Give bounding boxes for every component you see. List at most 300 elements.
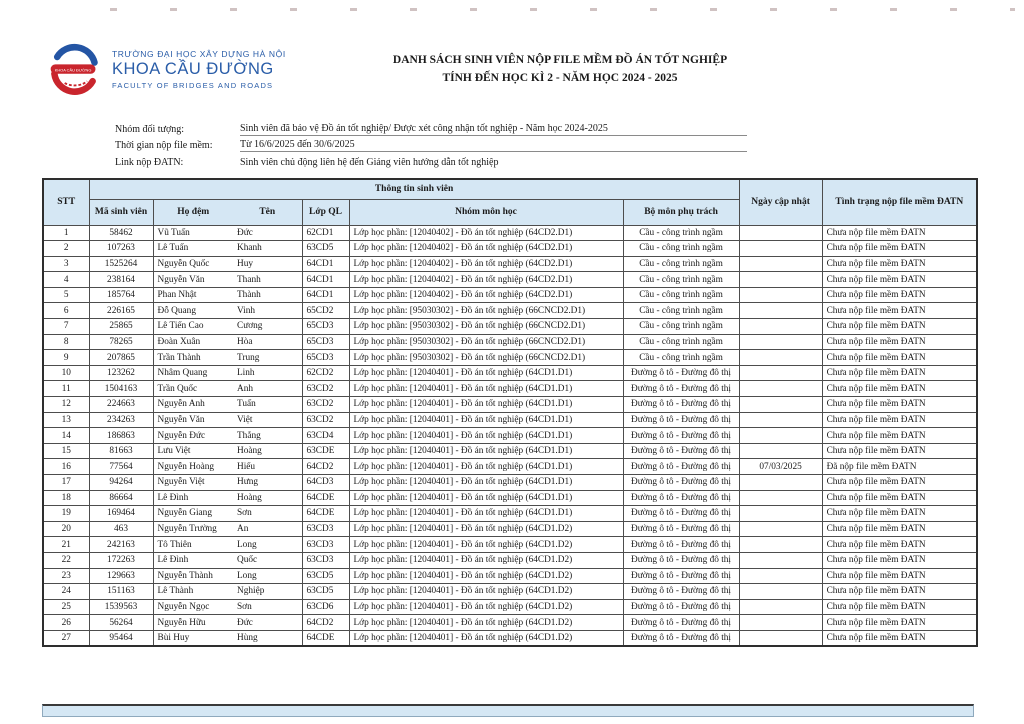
cell-bo-mon-phu-trach: Đường ô tô - Đường đô thị (623, 443, 739, 459)
cell-nhom-mon-hoc: Lớp học phần: [12040401] - Đồ án tốt nghiệp (64CD1.D2) (349, 599, 623, 615)
cell-tinh-trang-nop: Chưa nộp file mềm ĐATN (822, 537, 977, 553)
cell-ngay-cap-nhat (739, 568, 822, 584)
table-row (43, 397, 977, 413)
cell-bo-mon-phu-trach: Đường ô tô - Đường đô thị (623, 599, 739, 615)
cell-ngay-cap-nhat (739, 319, 822, 335)
cell-bo-mon-phu-trach: Đường ô tô - Đường đô thị (623, 537, 739, 553)
cell-ten: Thắng (233, 428, 302, 444)
table-row (43, 615, 977, 631)
cell-bo-mon-phu-trach: Đường ô tô - Đường đô thị (623, 521, 739, 537)
cell-ho-dem: Lưu Việt (153, 443, 233, 459)
cell-ngay-cap-nhat (739, 506, 822, 522)
faculty-name-english: FACULTY OF BRIDGES AND ROADS (112, 80, 274, 90)
cell-ma-sinh-vien: 86664 (89, 490, 153, 506)
cell-ngay-cap-nhat (739, 615, 822, 631)
cell-ho-dem: Lê Tuấn (153, 241, 233, 257)
cell-ten: Hoàng (233, 490, 302, 506)
cell-stt: 15 (43, 443, 89, 459)
cell-stt: 7 (43, 319, 89, 335)
cell-ma-sinh-vien: 129663 (89, 568, 153, 584)
cell-tinh-trang-nop: Chưa nộp file mềm ĐATN (822, 319, 977, 335)
cell-lop-ql: 64CD3 (302, 475, 349, 491)
header-tinh-trang: Tình trạng nộp file mềm ĐATN (822, 179, 977, 225)
cell-nhom-mon-hoc: Lớp học phần: [12040401] - Đồ án tốt nghiệp (64CD1.D2) (349, 537, 623, 553)
cell-ho-dem: Nguyễn Văn (153, 412, 233, 428)
cell-ten: Trung (233, 350, 302, 366)
table-row (43, 225, 977, 241)
cell-tinh-trang-nop: Chưa nộp file mềm ĐATN (822, 521, 977, 537)
cell-ma-sinh-vien: 186863 (89, 428, 153, 444)
cell-lop-ql: 63CD3 (302, 537, 349, 553)
university-name: TRƯỜNG ĐẠI HỌC XÂY DỰNG HÀ NỘI (112, 49, 286, 60)
cell-lop-ql: 62CD2 (302, 365, 349, 381)
cell-stt: 17 (43, 475, 89, 491)
cell-stt: 25 (43, 599, 89, 615)
cell-ten: Hùng (233, 630, 302, 646)
cell-ho-dem: Nguyễn Việt (153, 475, 233, 491)
cell-lop-ql: 63CD5 (302, 241, 349, 257)
cell-ngay-cap-nhat (739, 521, 822, 537)
table-row (43, 350, 977, 366)
cell-bo-mon-phu-trach: Cầu - công trình ngầm (623, 334, 739, 350)
page-top-artifacts (110, 8, 1015, 11)
cell-ngay-cap-nhat (739, 350, 822, 366)
cell-bo-mon-phu-trach: Cầu - công trình ngầm (623, 225, 739, 241)
cell-tinh-trang-nop: Chưa nộp file mềm ĐATN (822, 397, 977, 413)
cell-bo-mon-phu-trach: Cầu - công trình ngầm (623, 350, 739, 366)
cell-nhom-mon-hoc: Lớp học phần: [95030302] - Đồ án tốt nghiệp (66CNCD2.D1) (349, 303, 623, 319)
table-row (43, 272, 977, 288)
cell-nhom-mon-hoc: Lớp học phần: [95030302] - Đồ án tốt nghiệp (66CNCD2.D1) (349, 334, 623, 350)
cell-ma-sinh-vien: 1525264 (89, 256, 153, 272)
cell-ma-sinh-vien: 95464 (89, 630, 153, 646)
cell-nhom-mon-hoc: Lớp học phần: [12040402] - Đồ án tốt nghiệp (64CD2.D1) (349, 256, 623, 272)
table-row (43, 490, 977, 506)
header-thong-tin-sinh-vien: Thông tin sinh viên (89, 179, 739, 199)
cell-ten: Sơn (233, 599, 302, 615)
cell-bo-mon-phu-trach: Cầu - công trình ngầm (623, 256, 739, 272)
cell-lop-ql: 64CD1 (302, 256, 349, 272)
cell-tinh-trang-nop: Chưa nộp file mềm ĐATN (822, 272, 977, 288)
cell-lop-ql: 64CD2 (302, 459, 349, 475)
cell-ma-sinh-vien: 81663 (89, 443, 153, 459)
cell-ten: Long (233, 537, 302, 553)
cell-tinh-trang-nop: Chưa nộp file mềm ĐATN (822, 334, 977, 350)
cell-lop-ql: 65CD3 (302, 319, 349, 335)
table-body (43, 225, 977, 646)
cell-stt: 13 (43, 412, 89, 428)
cell-stt: 27 (43, 630, 89, 646)
cell-ten: Cương (233, 319, 302, 335)
cell-ma-sinh-vien: 238164 (89, 272, 153, 288)
cell-lop-ql: 63CD5 (302, 568, 349, 584)
cell-ho-dem: Nguyễn Đức (153, 428, 233, 444)
info-value: Từ 16/6/2025 đến 30/6/2025 (240, 139, 747, 152)
header-lop-ql: Lớp QL (302, 199, 349, 225)
table-row (43, 365, 977, 381)
cell-lop-ql: 63CD5 (302, 584, 349, 600)
faculty-name: KHOA CẦU ĐƯỜNG (112, 60, 274, 79)
header-ma-sinh-vien: Mã sinh viên (89, 199, 153, 225)
cell-bo-mon-phu-trach: Cầu - công trình ngầm (623, 319, 739, 335)
svg-text:KHOA CẦU ĐƯỜNG: KHOA CẦU ĐƯỜNG (54, 67, 92, 73)
header-stt: STT (43, 179, 89, 225)
cell-stt: 18 (43, 490, 89, 506)
cell-nhom-mon-hoc: Lớp học phần: [12040401] - Đồ án tốt nghiệp (64CD1.D2) (349, 630, 623, 646)
cell-bo-mon-phu-trach: Đường ô tô - Đường đô thị (623, 397, 739, 413)
cell-stt: 26 (43, 615, 89, 631)
cell-ma-sinh-vien: 94264 (89, 475, 153, 491)
cell-ho-dem: Nguyễn Thành (153, 568, 233, 584)
cell-nhom-mon-hoc: Lớp học phần: [12040402] - Đồ án tốt nghiệp (64CD2.D1) (349, 287, 623, 303)
info-row-nhom-doi-tuong (115, 119, 747, 136)
cell-stt: 4 (43, 272, 89, 288)
cell-ho-dem: Nguyễn Giang (153, 506, 233, 522)
header-ngay-cap-nhat: Ngày cập nhật (739, 179, 822, 225)
cell-ngay-cap-nhat (739, 272, 822, 288)
cell-tinh-trang-nop: Chưa nộp file mềm ĐATN (822, 506, 977, 522)
info-label: Nhóm đối tượng: (115, 123, 185, 135)
cell-bo-mon-phu-trach: Đường ô tô - Đường đô thị (623, 475, 739, 491)
cell-nhom-mon-hoc: Lớp học phần: [95030302] - Đồ án tốt nghiệp (66CNCD2.D1) (349, 350, 623, 366)
cell-stt: 2 (43, 241, 89, 257)
cell-ten: Khanh (233, 241, 302, 257)
cell-nhom-mon-hoc: Lớp học phần: [12040401] - Đồ án tốt nghiệp (64CD1.D2) (349, 552, 623, 568)
cell-tinh-trang-nop: Chưa nộp file mềm ĐATN (822, 365, 977, 381)
cell-ngay-cap-nhat (739, 287, 822, 303)
cell-tinh-trang-nop: Chưa nộp file mềm ĐATN (822, 599, 977, 615)
info-row-thoi-gian (115, 136, 747, 153)
cell-stt: 6 (43, 303, 89, 319)
cell-ten: Hiếu (233, 459, 302, 475)
cell-tinh-trang-nop: Chưa nộp file mềm ĐATN (822, 443, 977, 459)
cell-ngay-cap-nhat (739, 443, 822, 459)
document-title (305, 52, 815, 88)
cell-ho-dem: Lê Tiến Cao (153, 319, 233, 335)
cell-lop-ql: 62CD1 (302, 225, 349, 241)
cell-stt: 20 (43, 521, 89, 537)
cell-ho-dem: Vũ Tuấn (153, 225, 233, 241)
cell-lop-ql: 64CDE (302, 630, 349, 646)
cell-ngay-cap-nhat (739, 428, 822, 444)
cell-ma-sinh-vien: 1539563 (89, 599, 153, 615)
cell-tinh-trang-nop: Chưa nộp file mềm ĐATN (822, 350, 977, 366)
cell-ngay-cap-nhat (739, 381, 822, 397)
cell-tinh-trang-nop: Chưa nộp file mềm ĐATN (822, 584, 977, 600)
cell-ten: Việt (233, 412, 302, 428)
cell-nhom-mon-hoc: Lớp học phần: [12040401] - Đồ án tốt nghiệp (64CD1.D1) (349, 397, 623, 413)
cell-nhom-mon-hoc: Lớp học phần: [12040402] - Đồ án tốt nghiệp (64CD2.D1) (349, 272, 623, 288)
info-value: Sinh viên đã bảo vệ Đồ án tốt nghiệp/ Được xét công nhận tốt nghiệp - Năm học 2024-2025 (240, 123, 747, 136)
cell-lop-ql: 63CD2 (302, 381, 349, 397)
info-row-link-nop (115, 152, 747, 169)
cell-ho-dem: Phan Nhật (153, 287, 233, 303)
cell-bo-mon-phu-trach: Đường ô tô - Đường đô thị (623, 365, 739, 381)
cell-tinh-trang-nop: Chưa nộp file mềm ĐATN (822, 381, 977, 397)
cell-nhom-mon-hoc: Lớp học phần: [12040401] - Đồ án tốt nghiệp (64CD1.D1) (349, 475, 623, 491)
cell-stt: 24 (43, 584, 89, 600)
cell-ho-dem: Bùi Huy (153, 630, 233, 646)
cell-ho-dem: Nguyễn Anh (153, 397, 233, 413)
cell-stt: 16 (43, 459, 89, 475)
cell-stt: 23 (43, 568, 89, 584)
cell-stt: 14 (43, 428, 89, 444)
cell-lop-ql: 63CD2 (302, 412, 349, 428)
cell-ten: Thành (233, 287, 302, 303)
cell-ho-dem: Đỗ Quang (153, 303, 233, 319)
cell-nhom-mon-hoc: Lớp học phần: [12040401] - Đồ án tốt nghiệp (64CD1.D1) (349, 443, 623, 459)
cell-ten: Hưng (233, 475, 302, 491)
cell-ngay-cap-nhat (739, 490, 822, 506)
table-row (43, 303, 977, 319)
cell-bo-mon-phu-trach: Đường ô tô - Đường đô thị (623, 412, 739, 428)
cell-ngay-cap-nhat (739, 412, 822, 428)
cell-ma-sinh-vien: 78265 (89, 334, 153, 350)
cell-bo-mon-phu-trach: Đường ô tô - Đường đô thị (623, 584, 739, 600)
cell-ngay-cap-nhat: 07/03/2025 (739, 459, 822, 475)
cell-tinh-trang-nop: Chưa nộp file mềm ĐATN (822, 241, 977, 257)
table-row (43, 241, 977, 257)
cell-bo-mon-phu-trach: Cầu - công trình ngầm (623, 241, 739, 257)
header-nhom-mon-hoc: Nhóm môn học (349, 199, 623, 225)
table-row (43, 537, 977, 553)
cell-lop-ql: 65CD3 (302, 350, 349, 366)
table-row (43, 443, 977, 459)
cell-ngay-cap-nhat (739, 303, 822, 319)
faculty-logo-icon (46, 42, 102, 98)
letterhead (46, 42, 286, 98)
cell-ten: Hoàng (233, 443, 302, 459)
cell-lop-ql: 65CD2 (302, 303, 349, 319)
table-row (43, 630, 977, 646)
cell-nhom-mon-hoc: Lớp học phần: [12040401] - Đồ án tốt nghiệp (64CD1.D1) (349, 365, 623, 381)
cell-bo-mon-phu-trach: Đường ô tô - Đường đô thị (623, 506, 739, 522)
cell-ho-dem: Tô Thiên (153, 537, 233, 553)
cell-ho-dem: Trần Quốc (153, 381, 233, 397)
table-row (43, 568, 977, 584)
cell-lop-ql: 63CD3 (302, 521, 349, 537)
cell-ten: Huy (233, 256, 302, 272)
cell-lop-ql: 63CD3 (302, 552, 349, 568)
cell-ma-sinh-vien: 123262 (89, 365, 153, 381)
cell-ten: Đức (233, 615, 302, 631)
info-value: Sinh viên chủ động liên hệ đến Giảng viên hướng dẫn tốt nghiệp (240, 156, 499, 168)
cell-stt: 19 (43, 506, 89, 522)
cell-ho-dem: Nhâm Quang (153, 365, 233, 381)
cell-nhom-mon-hoc: Lớp học phần: [12040401] - Đồ án tốt nghiệp (64CD1.D2) (349, 568, 623, 584)
cell-ma-sinh-vien: 25865 (89, 319, 153, 335)
cell-lop-ql: 63CD2 (302, 397, 349, 413)
cell-ma-sinh-vien: 169464 (89, 506, 153, 522)
info-label: Link nộp ĐATN: (115, 156, 184, 168)
cell-bo-mon-phu-trach: Đường ô tô - Đường đô thị (623, 459, 739, 475)
table-row (43, 475, 977, 491)
table-row (43, 428, 977, 444)
cell-tinh-trang-nop: Chưa nộp file mềm ĐATN (822, 568, 977, 584)
cell-nhom-mon-hoc: Lớp học phần: [12040402] - Đồ án tốt nghiệp (64CD2.D1) (349, 225, 623, 241)
cell-ngay-cap-nhat (739, 537, 822, 553)
cell-nhom-mon-hoc: Lớp học phần: [12040401] - Đồ án tốt nghiệp (64CD1.D1) (349, 412, 623, 428)
cell-tinh-trang-nop: Chưa nộp file mềm ĐATN (822, 475, 977, 491)
cell-stt: 11 (43, 381, 89, 397)
table-row (43, 287, 977, 303)
header-ho-dem: Họ đệm (153, 199, 233, 225)
cell-ten: Đức (233, 225, 302, 241)
table-row (43, 584, 977, 600)
cell-ten: Anh (233, 381, 302, 397)
cell-ten: Tuấn (233, 397, 302, 413)
header-bo-mon-phu-trach: Bộ môn phụ trách (623, 199, 739, 225)
cell-lop-ql: 64CDE (302, 506, 349, 522)
cell-ho-dem: Nguyễn Ngọc (153, 599, 233, 615)
cell-ngay-cap-nhat (739, 256, 822, 272)
cell-ma-sinh-vien: 224663 (89, 397, 153, 413)
cell-ma-sinh-vien: 226165 (89, 303, 153, 319)
cell-lop-ql: 65CD3 (302, 334, 349, 350)
cell-bo-mon-phu-trach: Đường ô tô - Đường đô thị (623, 615, 739, 631)
cell-ma-sinh-vien: 185764 (89, 287, 153, 303)
cell-ten: Hòa (233, 334, 302, 350)
table-row (43, 599, 977, 615)
cell-tinh-trang-nop: Chưa nộp file mềm ĐATN (822, 303, 977, 319)
cell-lop-ql: 63CD4 (302, 428, 349, 444)
cell-stt: 1 (43, 225, 89, 241)
cell-lop-ql: 64CDE (302, 490, 349, 506)
cell-ngay-cap-nhat (739, 630, 822, 646)
header-ten: Tên (233, 199, 302, 225)
cell-tinh-trang-nop: Chưa nộp file mềm ĐATN (822, 287, 977, 303)
cell-ho-dem: Nguyễn Hoàng (153, 459, 233, 475)
cell-bo-mon-phu-trach: Đường ô tô - Đường đô thị (623, 552, 739, 568)
cell-nhom-mon-hoc: Lớp học phần: [12040401] - Đồ án tốt nghiệp (64CD1.D1) (349, 490, 623, 506)
info-label: Thời gian nộp file mềm: (115, 140, 213, 151)
cell-ho-dem: Nguyễn Trường (153, 521, 233, 537)
table-row (43, 506, 977, 522)
cell-lop-ql: 64CD1 (302, 272, 349, 288)
table-row (43, 256, 977, 272)
table-row (43, 381, 977, 397)
cell-bo-mon-phu-trach: Cầu - công trình ngầm (623, 303, 739, 319)
cell-bo-mon-phu-trach: Đường ô tô - Đường đô thị (623, 381, 739, 397)
cell-ho-dem: Lê Đình (153, 552, 233, 568)
cell-ma-sinh-vien: 242163 (89, 537, 153, 553)
cell-ten: Nghiệp (233, 584, 302, 600)
cell-lop-ql: 63CDE (302, 443, 349, 459)
cell-ma-sinh-vien: 151163 (89, 584, 153, 600)
cell-ho-dem: Trần Thành (153, 350, 233, 366)
cell-nhom-mon-hoc: Lớp học phần: [12040401] - Đồ án tốt nghiệp (64CD1.D1) (349, 506, 623, 522)
cell-bo-mon-phu-trach: Đường ô tô - Đường đô thị (623, 568, 739, 584)
cell-ma-sinh-vien: 1504163 (89, 381, 153, 397)
cell-ngay-cap-nhat (739, 475, 822, 491)
cell-bo-mon-phu-trach: Đường ô tô - Đường đô thị (623, 490, 739, 506)
cell-ma-sinh-vien: 77564 (89, 459, 153, 475)
cell-tinh-trang-nop: Chưa nộp file mềm ĐATN (822, 490, 977, 506)
table-row (43, 552, 977, 568)
cell-ma-sinh-vien: 58462 (89, 225, 153, 241)
cell-nhom-mon-hoc: Lớp học phần: [12040401] - Đồ án tốt nghiệp (64CD1.D2) (349, 584, 623, 600)
cell-ngay-cap-nhat (739, 397, 822, 413)
cell-tinh-trang-nop: Chưa nộp file mềm ĐATN (822, 615, 977, 631)
cell-nhom-mon-hoc: Lớp học phần: [12040401] - Đồ án tốt nghiệp (64CD1.D1) (349, 459, 623, 475)
table-header (43, 179, 977, 225)
cell-ten: Vinh (233, 303, 302, 319)
cell-nhom-mon-hoc: Lớp học phần: [12040401] - Đồ án tốt nghiệp (64CD1.D2) (349, 521, 623, 537)
cell-tinh-trang-nop: Chưa nộp file mềm ĐATN (822, 225, 977, 241)
cell-ngay-cap-nhat (739, 225, 822, 241)
cell-ten: Long (233, 568, 302, 584)
cell-tinh-trang-nop: Chưa nộp file mềm ĐATN (822, 552, 977, 568)
cell-stt: 8 (43, 334, 89, 350)
document-title-line2: TÍNH ĐẾN HỌC KÌ 2 - NĂM HỌC 2024 - 2025 (442, 71, 678, 84)
table-row (43, 521, 977, 537)
cell-tinh-trang-nop: Chưa nộp file mềm ĐATN (822, 412, 977, 428)
cell-lop-ql: 64CD2 (302, 615, 349, 631)
cell-ma-sinh-vien: 207865 (89, 350, 153, 366)
cell-stt: 3 (43, 256, 89, 272)
cell-bo-mon-phu-trach: Cầu - công trình ngầm (623, 272, 739, 288)
cell-ngay-cap-nhat (739, 365, 822, 381)
cell-ten: Thanh (233, 272, 302, 288)
cell-tinh-trang-nop: Chưa nộp file mềm ĐATN (822, 428, 977, 444)
cell-bo-mon-phu-trach: Đường ô tô - Đường đô thị (623, 630, 739, 646)
cell-ngay-cap-nhat (739, 334, 822, 350)
cell-ten: An (233, 521, 302, 537)
cell-bo-mon-phu-trach: Cầu - công trình ngầm (623, 287, 739, 303)
cell-ho-dem: Đoàn Xuân (153, 334, 233, 350)
document-title-line1: DANH SÁCH SINH VIÊN NỘP FILE MỀM ĐỒ ÁN TỐT NGHIỆP (392, 54, 728, 66)
table-row (43, 412, 977, 428)
table-row (43, 459, 977, 475)
cell-nhom-mon-hoc: Lớp học phần: [12040401] - Đồ án tốt nghiệp (64CD1.D2) (349, 615, 623, 631)
cell-nhom-mon-hoc: Lớp học phần: [12040402] - Đồ án tốt nghiệp (64CD2.D1) (349, 241, 623, 257)
cell-ma-sinh-vien: 107263 (89, 241, 153, 257)
info-block (115, 119, 747, 169)
cell-ho-dem: Lê Thành (153, 584, 233, 600)
cell-stt: 5 (43, 287, 89, 303)
cell-ngay-cap-nhat (739, 241, 822, 257)
cell-stt: 9 (43, 350, 89, 366)
cell-lop-ql: 63CD6 (302, 599, 349, 615)
cell-ho-dem: Nguyễn Văn (153, 272, 233, 288)
cell-nhom-mon-hoc: Lớp học phần: [95030302] - Đồ án tốt nghiệp (66CNCD2.D1) (349, 319, 623, 335)
next-page-header-strip (42, 704, 974, 717)
cell-nhom-mon-hoc: Lớp học phần: [12040401] - Đồ án tốt nghiệp (64CD1.D1) (349, 428, 623, 444)
cell-ngay-cap-nhat (739, 599, 822, 615)
cell-ho-dem: Nguyễn Quốc (153, 256, 233, 272)
cell-bo-mon-phu-trach: Đường ô tô - Đường đô thị (623, 428, 739, 444)
cell-ma-sinh-vien: 463 (89, 521, 153, 537)
cell-ten: Quốc (233, 552, 302, 568)
cell-ma-sinh-vien: 172263 (89, 552, 153, 568)
cell-ma-sinh-vien: 56264 (89, 615, 153, 631)
cell-ngay-cap-nhat (739, 552, 822, 568)
cell-tinh-trang-nop: Chưa nộp file mềm ĐATN (822, 630, 977, 646)
cell-nhom-mon-hoc: Lớp học phần: [12040401] - Đồ án tốt nghiệp (64CD1.D1) (349, 381, 623, 397)
cell-ho-dem: Lê Đình (153, 490, 233, 506)
cell-stt: 10 (43, 365, 89, 381)
cell-ngay-cap-nhat (739, 584, 822, 600)
table-row (43, 319, 977, 335)
cell-stt: 12 (43, 397, 89, 413)
cell-ten: Sơn (233, 506, 302, 522)
cell-lop-ql: 64CD1 (302, 287, 349, 303)
cell-tinh-trang-nop: Chưa nộp file mềm ĐATN (822, 256, 977, 272)
cell-stt: 21 (43, 537, 89, 553)
table-row (43, 334, 977, 350)
cell-tinh-trang-nop: Đã nộp file mềm ĐATN (822, 459, 977, 475)
cell-stt: 22 (43, 552, 89, 568)
